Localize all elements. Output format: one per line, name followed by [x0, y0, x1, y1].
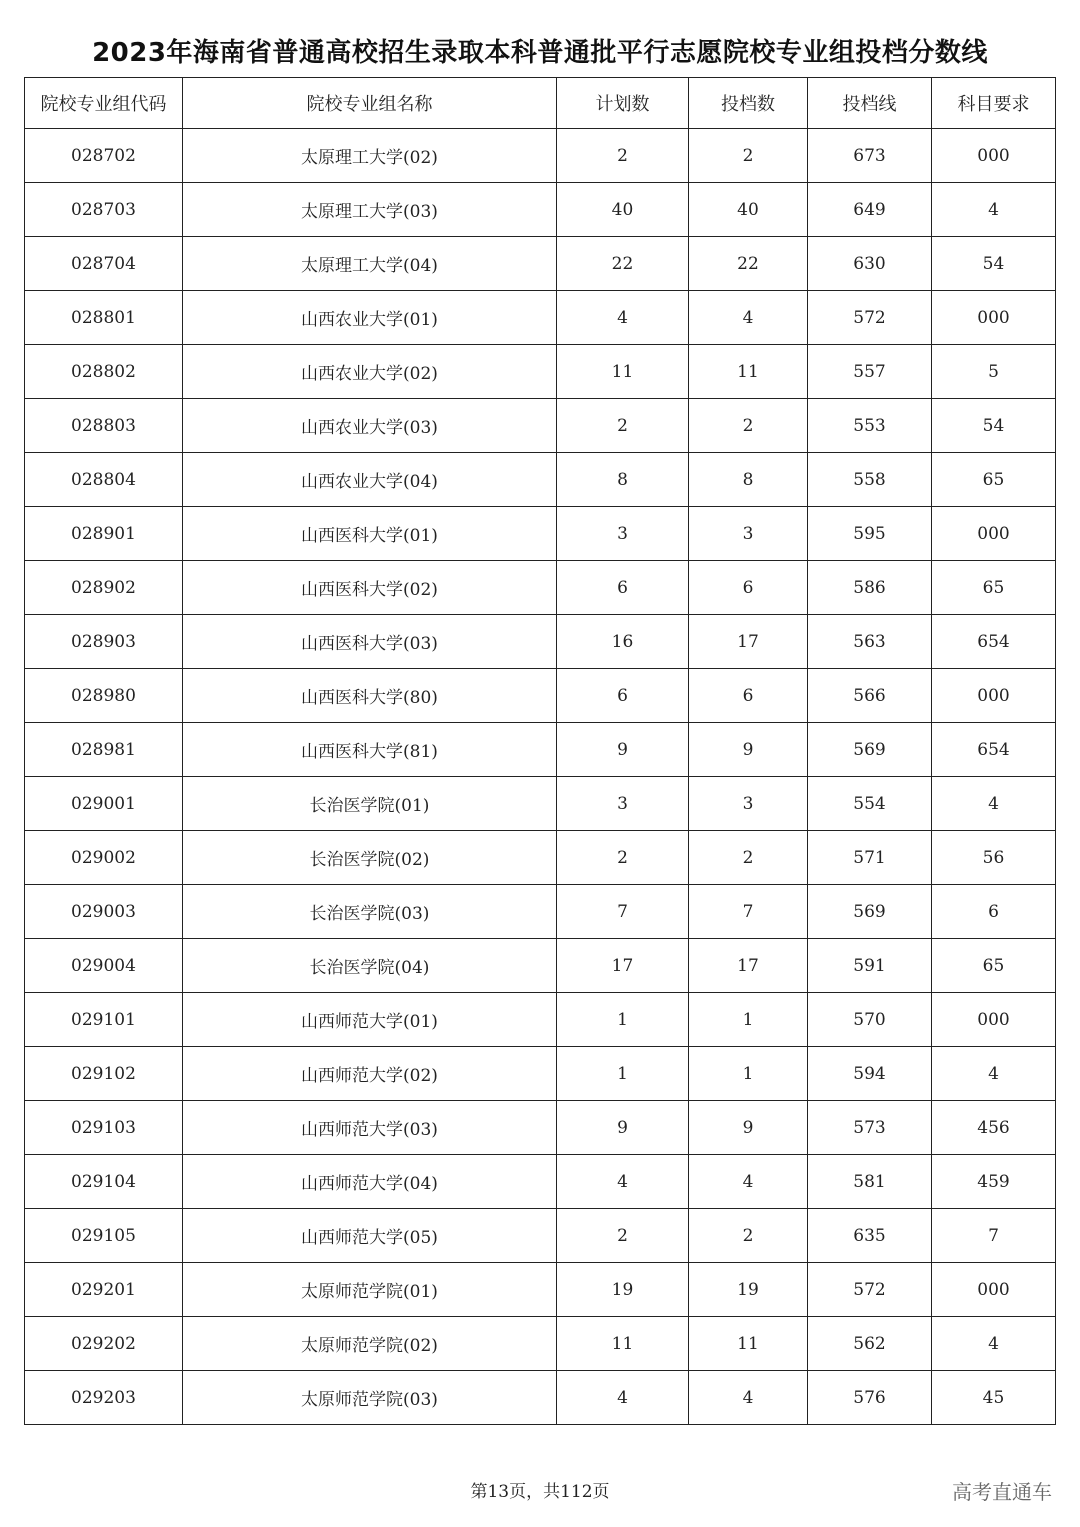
group-code-cell: 029102	[25, 1047, 183, 1101]
subject-requirement-cell: 4	[932, 1317, 1056, 1371]
table-row	[25, 1047, 1056, 1101]
subject-requirement-cell: 56	[932, 831, 1056, 885]
group-code-cell: 028804	[25, 453, 183, 507]
cutoff-score-cell: 630	[808, 237, 932, 291]
group-code-cell: 029001	[25, 777, 183, 831]
cutoff-score-cell: 594	[808, 1047, 932, 1101]
group-name-cell: 山西医科大学(01)	[183, 507, 557, 561]
table-row	[25, 723, 1056, 777]
group-name-cell: 山西医科大学(03)	[183, 615, 557, 669]
group-code-cell: 028802	[25, 345, 183, 399]
cutoff-score-cell: 569	[808, 885, 932, 939]
table-row	[25, 399, 1056, 453]
cutoff-score-cell: 553	[808, 399, 932, 453]
group-code-cell: 028903	[25, 615, 183, 669]
header-cutoff-score: 投档线	[808, 78, 932, 129]
table-body	[25, 129, 1056, 1425]
header-group-name: 院校专业组名称	[183, 78, 557, 129]
plan-count-cell: 40	[557, 183, 689, 237]
group-code-cell: 028901	[25, 507, 183, 561]
group-name-cell: 长治医学院(04)	[183, 939, 557, 993]
group-name-cell: 山西农业大学(02)	[183, 345, 557, 399]
group-code-cell: 029003	[25, 885, 183, 939]
table-row	[25, 129, 1056, 183]
filed-count-cell: 2	[689, 399, 808, 453]
filed-count-cell: 4	[689, 291, 808, 345]
group-name-cell: 太原理工大学(03)	[183, 183, 557, 237]
cutoff-score-cell: 570	[808, 993, 932, 1047]
filed-count-cell: 1	[689, 1047, 808, 1101]
plan-count-cell: 4	[557, 1371, 689, 1425]
subject-requirement-cell: 000	[932, 129, 1056, 183]
subject-requirement-cell: 4	[932, 777, 1056, 831]
group-code-cell: 028981	[25, 723, 183, 777]
subject-requirement-cell: 7	[932, 1209, 1056, 1263]
plan-count-cell: 3	[557, 777, 689, 831]
group-name-cell: 太原师范学院(03)	[183, 1371, 557, 1425]
subject-requirement-cell: 000	[932, 1263, 1056, 1317]
plan-count-cell: 3	[557, 507, 689, 561]
table-row	[25, 1155, 1056, 1209]
table-row	[25, 1263, 1056, 1317]
table-row	[25, 237, 1056, 291]
group-code-cell: 028702	[25, 129, 183, 183]
filed-count-cell: 11	[689, 345, 808, 399]
watermark: 高考直通车	[952, 1480, 1052, 1504]
score-table	[24, 77, 1056, 1425]
filed-count-cell: 9	[689, 723, 808, 777]
filed-count-cell: 9	[689, 1101, 808, 1155]
filed-count-cell: 1	[689, 993, 808, 1047]
cutoff-score-cell: 576	[808, 1371, 932, 1425]
plan-count-cell: 11	[557, 1317, 689, 1371]
plan-count-cell: 1	[557, 993, 689, 1047]
cutoff-score-cell: 635	[808, 1209, 932, 1263]
group-code-cell: 029202	[25, 1317, 183, 1371]
group-code-cell: 029101	[25, 993, 183, 1047]
cutoff-score-cell: 572	[808, 291, 932, 345]
cutoff-score-cell: 673	[808, 129, 932, 183]
subject-requirement-cell: 5	[932, 345, 1056, 399]
filed-count-cell: 7	[689, 885, 808, 939]
table-row	[25, 1317, 1056, 1371]
subject-requirement-cell: 65	[932, 561, 1056, 615]
filed-count-cell: 4	[689, 1155, 808, 1209]
subject-requirement-cell: 000	[932, 291, 1056, 345]
table-row	[25, 1371, 1056, 1425]
group-code-cell: 028980	[25, 669, 183, 723]
cutoff-score-cell: 572	[808, 1263, 932, 1317]
group-code-cell: 028801	[25, 291, 183, 345]
cutoff-score-cell: 557	[808, 345, 932, 399]
group-name-cell: 太原师范学院(01)	[183, 1263, 557, 1317]
filed-count-cell: 17	[689, 615, 808, 669]
table-row	[25, 453, 1056, 507]
filed-count-cell: 6	[689, 561, 808, 615]
filed-count-cell: 4	[689, 1371, 808, 1425]
group-code-cell: 029002	[25, 831, 183, 885]
group-name-cell: 山西师范大学(04)	[183, 1155, 557, 1209]
page-number: 第13页，共112页	[470, 1482, 610, 1502]
plan-count-cell: 2	[557, 399, 689, 453]
subject-requirement-cell: 4	[932, 1047, 1056, 1101]
subject-requirement-cell: 54	[932, 237, 1056, 291]
subject-requirement-cell: 4	[932, 183, 1056, 237]
table-row	[25, 291, 1056, 345]
table-row	[25, 777, 1056, 831]
group-name-cell: 长治医学院(03)	[183, 885, 557, 939]
group-code-cell: 029004	[25, 939, 183, 993]
header-filed-count: 投档数	[689, 78, 808, 129]
cutoff-score-cell: 571	[808, 831, 932, 885]
group-name-cell: 山西师范大学(01)	[183, 993, 557, 1047]
filed-count-cell: 19	[689, 1263, 808, 1317]
subject-requirement-cell: 459	[932, 1155, 1056, 1209]
group-name-cell: 山西医科大学(80)	[183, 669, 557, 723]
header-group-code: 院校专业组代码	[25, 78, 183, 129]
subject-requirement-cell: 654	[932, 615, 1056, 669]
cutoff-score-cell: 649	[808, 183, 932, 237]
subject-requirement-cell: 65	[932, 453, 1056, 507]
group-name-cell: 山西农业大学(04)	[183, 453, 557, 507]
group-name-cell: 山西师范大学(05)	[183, 1209, 557, 1263]
group-code-cell: 029103	[25, 1101, 183, 1155]
plan-count-cell: 2	[557, 129, 689, 183]
cutoff-score-cell: 566	[808, 669, 932, 723]
filed-count-cell: 11	[689, 1317, 808, 1371]
subject-requirement-cell: 654	[932, 723, 1056, 777]
group-code-cell: 028803	[25, 399, 183, 453]
group-name-cell: 山西农业大学(01)	[183, 291, 557, 345]
table-row	[25, 885, 1056, 939]
plan-count-cell: 4	[557, 291, 689, 345]
plan-count-cell: 1	[557, 1047, 689, 1101]
cutoff-score-cell: 586	[808, 561, 932, 615]
table-row	[25, 669, 1056, 723]
group-code-cell: 028704	[25, 237, 183, 291]
subject-requirement-cell: 000	[932, 993, 1056, 1047]
filed-count-cell: 22	[689, 237, 808, 291]
plan-count-cell: 8	[557, 453, 689, 507]
group-name-cell: 太原理工大学(04)	[183, 237, 557, 291]
cutoff-score-cell: 554	[808, 777, 932, 831]
table-row	[25, 1101, 1056, 1155]
table-row	[25, 939, 1056, 993]
subject-requirement-cell: 6	[932, 885, 1056, 939]
subject-requirement-cell: 45	[932, 1371, 1056, 1425]
table-row	[25, 561, 1056, 615]
subject-requirement-cell: 000	[932, 669, 1056, 723]
cutoff-score-cell: 591	[808, 939, 932, 993]
table-row	[25, 345, 1056, 399]
table-row	[25, 615, 1056, 669]
subject-requirement-cell: 000	[932, 507, 1056, 561]
cutoff-score-cell: 569	[808, 723, 932, 777]
header-plan-count: 计划数	[557, 78, 689, 129]
cutoff-score-cell: 573	[808, 1101, 932, 1155]
plan-count-cell: 22	[557, 237, 689, 291]
plan-count-cell: 7	[557, 885, 689, 939]
subject-requirement-cell: 456	[932, 1101, 1056, 1155]
filed-count-cell: 2	[689, 129, 808, 183]
page-title: 2023年海南省普通高校招生录取本科普通批平行志愿院校专业组投档分数线	[92, 38, 988, 68]
group-name-cell: 太原师范学院(02)	[183, 1317, 557, 1371]
plan-count-cell: 2	[557, 831, 689, 885]
group-name-cell: 山西医科大学(81)	[183, 723, 557, 777]
table-row	[25, 507, 1056, 561]
table-row	[25, 183, 1056, 237]
filed-count-cell: 6	[689, 669, 808, 723]
group-code-cell: 029203	[25, 1371, 183, 1425]
group-name-cell: 长治医学院(02)	[183, 831, 557, 885]
cutoff-score-cell: 562	[808, 1317, 932, 1371]
group-name-cell: 山西农业大学(03)	[183, 399, 557, 453]
cutoff-score-cell: 581	[808, 1155, 932, 1209]
plan-count-cell: 17	[557, 939, 689, 993]
plan-count-cell: 2	[557, 1209, 689, 1263]
cutoff-score-cell: 558	[808, 453, 932, 507]
filed-count-cell: 17	[689, 939, 808, 993]
plan-count-cell: 9	[557, 723, 689, 777]
cutoff-score-cell: 595	[808, 507, 932, 561]
group-name-cell: 山西师范大学(02)	[183, 1047, 557, 1101]
filed-count-cell: 8	[689, 453, 808, 507]
group-code-cell: 028902	[25, 561, 183, 615]
group-code-cell: 029105	[25, 1209, 183, 1263]
plan-count-cell: 9	[557, 1101, 689, 1155]
group-code-cell: 029104	[25, 1155, 183, 1209]
group-code-cell: 028703	[25, 183, 183, 237]
subject-requirement-cell: 54	[932, 399, 1056, 453]
filed-count-cell: 3	[689, 777, 808, 831]
table-row	[25, 1209, 1056, 1263]
header-subject-requirement: 科目要求	[932, 78, 1056, 129]
group-name-cell: 山西医科大学(02)	[183, 561, 557, 615]
table-header-row	[25, 78, 1056, 129]
plan-count-cell: 6	[557, 669, 689, 723]
table-row	[25, 831, 1056, 885]
plan-count-cell: 4	[557, 1155, 689, 1209]
filed-count-cell: 2	[689, 1209, 808, 1263]
plan-count-cell: 19	[557, 1263, 689, 1317]
plan-count-cell: 6	[557, 561, 689, 615]
subject-requirement-cell: 65	[932, 939, 1056, 993]
group-code-cell: 029201	[25, 1263, 183, 1317]
group-name-cell: 山西师范大学(03)	[183, 1101, 557, 1155]
cutoff-score-cell: 563	[808, 615, 932, 669]
group-name-cell: 太原理工大学(02)	[183, 129, 557, 183]
filed-count-cell: 40	[689, 183, 808, 237]
plan-count-cell: 16	[557, 615, 689, 669]
plan-count-cell: 11	[557, 345, 689, 399]
filed-count-cell: 3	[689, 507, 808, 561]
filed-count-cell: 2	[689, 831, 808, 885]
table-row	[25, 993, 1056, 1047]
group-name-cell: 长治医学院(01)	[183, 777, 557, 831]
